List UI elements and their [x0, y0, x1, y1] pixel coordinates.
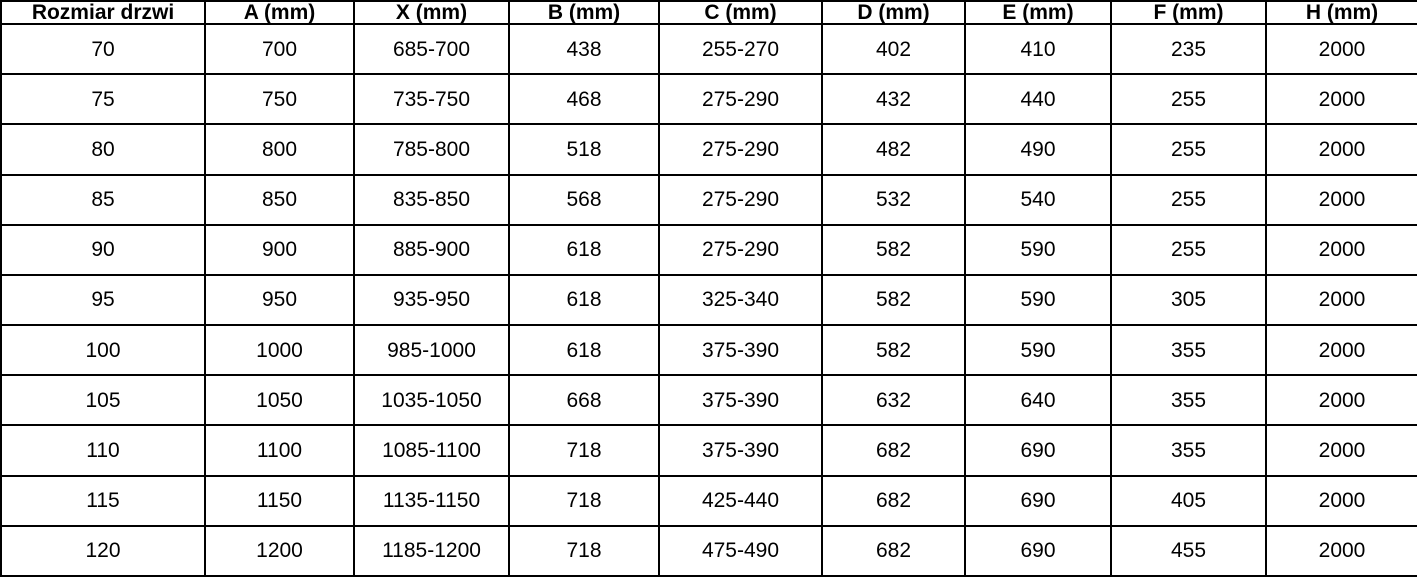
- table-cell: 440: [965, 74, 1111, 124]
- table-row: [1, 124, 1417, 174]
- table-cell: 425-440: [659, 476, 822, 526]
- table-cell: 402: [822, 24, 965, 74]
- table-cell: 275-290: [659, 175, 822, 225]
- column-header: C (mm): [659, 1, 822, 24]
- table-row: [1, 325, 1417, 375]
- table-cell: 325-340: [659, 275, 822, 325]
- table-cell: 2000: [1266, 24, 1417, 74]
- table-cell: 482: [822, 124, 965, 174]
- table-cell: 120: [1, 526, 205, 576]
- table-cell: 355: [1111, 375, 1266, 425]
- table-cell: 682: [822, 526, 965, 576]
- table-cell: 632: [822, 375, 965, 425]
- table-cell: 690: [965, 526, 1111, 576]
- header-row: [1, 1, 1417, 24]
- table-cell: 1150: [205, 476, 354, 526]
- table-cell: 582: [822, 275, 965, 325]
- table-cell: 2000: [1266, 225, 1417, 275]
- table-cell: 110: [1, 425, 205, 475]
- table-cell: 2000: [1266, 74, 1417, 124]
- table-cell: 900: [205, 225, 354, 275]
- table-cell: 115: [1, 476, 205, 526]
- table-cell: 275-290: [659, 124, 822, 174]
- table-cell: 2000: [1266, 175, 1417, 225]
- table-cell: 255-270: [659, 24, 822, 74]
- table-cell: 70: [1, 24, 205, 74]
- table-cell: 1050: [205, 375, 354, 425]
- table-cell: 685-700: [354, 24, 509, 74]
- table-cell: 750: [205, 74, 354, 124]
- table-cell: 618: [509, 275, 659, 325]
- table-cell: 85: [1, 175, 205, 225]
- table-cell: 2000: [1266, 476, 1417, 526]
- table-cell: 835-850: [354, 175, 509, 225]
- column-header: X (mm): [354, 1, 509, 24]
- table-cell: 690: [965, 425, 1111, 475]
- table-cell: 590: [965, 225, 1111, 275]
- table-cell: 410: [965, 24, 1111, 74]
- table-row: [1, 375, 1417, 425]
- table-cell: 985-1000: [354, 325, 509, 375]
- table-cell: 582: [822, 325, 965, 375]
- table-row: [1, 526, 1417, 576]
- table-row: [1, 225, 1417, 275]
- table-cell: 590: [965, 325, 1111, 375]
- table-cell: 532: [822, 175, 965, 225]
- table-cell: 475-490: [659, 526, 822, 576]
- table-body: [1, 24, 1417, 576]
- table-cell: 405: [1111, 476, 1266, 526]
- table-cell: 1200: [205, 526, 354, 576]
- table-cell: 2000: [1266, 325, 1417, 375]
- table-cell: 235: [1111, 24, 1266, 74]
- table-cell: 100: [1, 325, 205, 375]
- table-cell: 785-800: [354, 124, 509, 174]
- table-cell: 255: [1111, 74, 1266, 124]
- table-cell: 1100: [205, 425, 354, 475]
- table-cell: 735-750: [354, 74, 509, 124]
- table-cell: 540: [965, 175, 1111, 225]
- column-header: H (mm): [1266, 1, 1417, 24]
- table-cell: 355: [1111, 325, 1266, 375]
- column-header: E (mm): [965, 1, 1111, 24]
- table-cell: 2000: [1266, 375, 1417, 425]
- table-row: [1, 24, 1417, 74]
- table-cell: 468: [509, 74, 659, 124]
- table-row: [1, 74, 1417, 124]
- table-row: [1, 425, 1417, 475]
- column-header: D (mm): [822, 1, 965, 24]
- table-cell: 2000: [1266, 124, 1417, 174]
- table-cell: 438: [509, 24, 659, 74]
- table-cell: 682: [822, 425, 965, 475]
- table-cell: 255: [1111, 124, 1266, 174]
- table-cell: 80: [1, 124, 205, 174]
- table-cell: 375-390: [659, 375, 822, 425]
- table-cell: 935-950: [354, 275, 509, 325]
- column-header: A (mm): [205, 1, 354, 24]
- table-cell: 885-900: [354, 225, 509, 275]
- table-cell: 255: [1111, 225, 1266, 275]
- table-cell: 90: [1, 225, 205, 275]
- table-cell: 718: [509, 425, 659, 475]
- table-cell: 1135-1150: [354, 476, 509, 526]
- column-header: Rozmiar drzwi: [1, 1, 205, 24]
- table-cell: 1000: [205, 325, 354, 375]
- table-row: [1, 175, 1417, 225]
- table-cell: 518: [509, 124, 659, 174]
- table-cell: 640: [965, 375, 1111, 425]
- table-cell: 275-290: [659, 74, 822, 124]
- table-cell: 375-390: [659, 325, 822, 375]
- table-cell: 1185-1200: [354, 526, 509, 576]
- table-cell: 668: [509, 375, 659, 425]
- table-cell: 582: [822, 225, 965, 275]
- table-cell: 375-390: [659, 425, 822, 475]
- table-cell: 850: [205, 175, 354, 225]
- table-cell: 1035-1050: [354, 375, 509, 425]
- table-cell: 700: [205, 24, 354, 74]
- table-cell: 355: [1111, 425, 1266, 475]
- table-cell: 275-290: [659, 225, 822, 275]
- table-cell: 2000: [1266, 425, 1417, 475]
- table-cell: 2000: [1266, 275, 1417, 325]
- table-cell: 718: [509, 526, 659, 576]
- table-cell: 75: [1, 74, 205, 124]
- column-header: F (mm): [1111, 1, 1266, 24]
- table-cell: 1085-1100: [354, 425, 509, 475]
- table-cell: 618: [509, 225, 659, 275]
- table-cell: 105: [1, 375, 205, 425]
- table-cell: 95: [1, 275, 205, 325]
- table-cell: 2000: [1266, 526, 1417, 576]
- table-cell: 432: [822, 74, 965, 124]
- table-cell: 800: [205, 124, 354, 174]
- table-cell: 568: [509, 175, 659, 225]
- table-cell: 682: [822, 476, 965, 526]
- table-cell: 618: [509, 325, 659, 375]
- column-header: B (mm): [509, 1, 659, 24]
- table-cell: 950: [205, 275, 354, 325]
- table-cell: 590: [965, 275, 1111, 325]
- table-cell: 718: [509, 476, 659, 526]
- table-row: [1, 476, 1417, 526]
- table-cell: 490: [965, 124, 1111, 174]
- table-cell: 455: [1111, 526, 1266, 576]
- table-header: [1, 1, 1417, 24]
- table-cell: 305: [1111, 275, 1266, 325]
- table-cell: 690: [965, 476, 1111, 526]
- table-row: [1, 275, 1417, 325]
- table-cell: 255: [1111, 175, 1266, 225]
